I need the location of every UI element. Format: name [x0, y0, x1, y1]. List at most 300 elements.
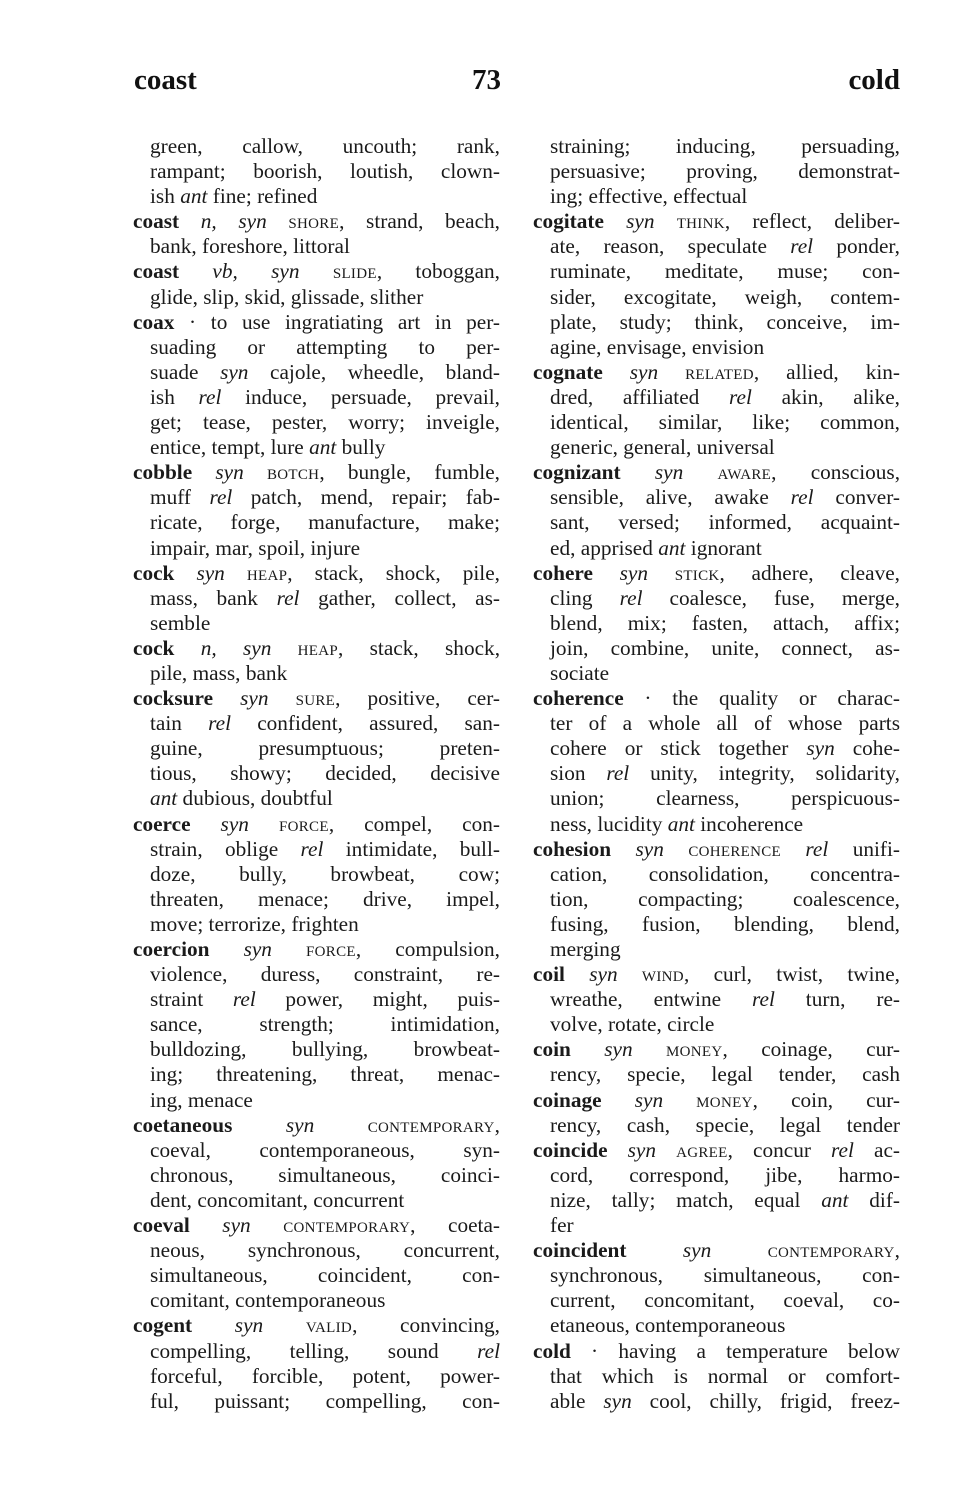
text: , strand, beach, [339, 209, 501, 234]
cross-reference: slide [332, 259, 377, 284]
label-italic: ant [180, 184, 208, 209]
text: ful, puissant; compelling, con- [150, 1388, 500, 1413]
text: , [494, 1112, 500, 1137]
label-italic: syn [220, 811, 249, 836]
headword: coherence [533, 686, 624, 711]
label-italic: rel [198, 384, 222, 409]
label-italic: syn [654, 460, 684, 485]
text: ter of a whole all of whose parts [550, 711, 900, 736]
label-italic: rel [300, 836, 324, 861]
entry-text-line [533, 1313, 900, 1338]
entry-text-line [533, 1389, 900, 1414]
entry-headword-line [133, 460, 500, 485]
entry-text-line [533, 1263, 900, 1288]
text: bank, foreshore, littoral [150, 234, 350, 259]
entry-text-line [133, 962, 500, 987]
entry-text-line [133, 134, 500, 159]
entry-text-line [133, 837, 500, 862]
text: agine, envisage, envision [550, 334, 765, 359]
text: ac- [853, 1137, 901, 1162]
text [655, 209, 677, 233]
headword: coerce [133, 811, 191, 836]
entry-headword-line [133, 310, 500, 335]
text [174, 561, 196, 585]
entry-headword-line [533, 686, 900, 711]
text: muff [150, 485, 210, 510]
label-italic: syn [626, 209, 655, 234]
text [711, 1238, 767, 1262]
label-italic: syn [243, 937, 272, 961]
entry-text-line [133, 1339, 500, 1364]
label-italic: ant [309, 435, 337, 460]
label-italic: rel [619, 585, 643, 610]
headword: coercion [133, 937, 210, 961]
cross-reference: stick [674, 560, 720, 585]
text: comitant, contemporaneous [150, 1288, 386, 1313]
entry-text-line [533, 435, 900, 460]
text: ing; effective, effectual [550, 184, 748, 209]
text [179, 259, 212, 283]
text [271, 636, 297, 660]
text [611, 837, 635, 861]
label-italic: rel [729, 384, 752, 409]
entry-headword-line [533, 837, 900, 862]
text [664, 837, 688, 861]
text: current, concomitant, coeval, co- [550, 1288, 900, 1313]
headword: cogitate [533, 209, 604, 234]
entry-text-line [133, 1263, 500, 1288]
label-italic: syn [604, 1037, 633, 1062]
headword: cock [133, 635, 175, 660]
entry-headword-line [533, 1238, 900, 1263]
entry-text-line [133, 1238, 500, 1263]
entry-text-line [533, 1163, 900, 1188]
headword: cohere [533, 560, 593, 585]
entry-text-line [133, 862, 500, 887]
entry-text-line [133, 912, 500, 937]
text: rency, cash, specie, legal tender [550, 1112, 900, 1137]
label-italic: rel [232, 987, 256, 1012]
text [602, 1088, 635, 1112]
entry-text-line [533, 636, 900, 661]
text [633, 1037, 666, 1061]
cross-reference: valid [305, 1313, 353, 1338]
text: , allied, kin- [753, 359, 901, 384]
text [648, 561, 675, 585]
entry-text-line [133, 761, 500, 786]
entry-text-line [533, 410, 900, 435]
text: tain [150, 711, 209, 736]
text: identical, similar, like; common, [550, 410, 900, 435]
headword: coin [533, 1037, 571, 1062]
cross-reference: shore [288, 209, 340, 234]
entry-text-line [533, 912, 900, 937]
text: get; tease, pester, worry; inveigle, [150, 410, 500, 435]
text: violence, duress, constraint, re- [150, 962, 500, 987]
entry-text-line [133, 1012, 500, 1037]
headword: cold [533, 1338, 571, 1363]
entry-headword-line [533, 962, 900, 987]
cross-reference: agree [676, 1137, 728, 1162]
text: cation, consolidation, concentra- [550, 861, 900, 886]
headword: coast [133, 259, 180, 284]
label-italic: syn [619, 560, 648, 585]
entry-text-line [133, 485, 500, 510]
text: , coinage, cur- [722, 1037, 900, 1062]
label-italic: ant [150, 786, 178, 811]
entry-text-line [533, 536, 900, 561]
text: , curl, twist, twine, [683, 962, 900, 987]
text: ignorant [685, 535, 762, 560]
text: straint [150, 987, 233, 1012]
entry-text-line [533, 862, 900, 887]
entry-headword-line [533, 360, 900, 385]
text: simultaneous, coincident, con- [150, 1263, 500, 1288]
text [781, 837, 805, 861]
cross-reference: force [278, 811, 329, 836]
entry-text-line [133, 586, 500, 611]
text: ruminate, meditate, muse; con- [550, 259, 900, 284]
text: , concur [727, 1137, 832, 1162]
entry-text-line [533, 134, 900, 159]
text: ponder, [813, 234, 900, 259]
text: entice, tempt, lure [150, 435, 310, 460]
text: compelling, telling, sound [150, 1338, 478, 1363]
headword: coast [133, 209, 180, 234]
text [626, 1238, 682, 1262]
entry-text-line [533, 184, 900, 209]
entry-text-line [533, 159, 900, 184]
text: fusing, fusion, blending, blend, [550, 911, 900, 936]
entry-text-line [133, 510, 500, 535]
entry-text-line [133, 1389, 500, 1414]
cross-reference: sure [295, 686, 336, 711]
label-italic: syn [215, 460, 244, 485]
entry-text-line [533, 385, 900, 410]
text: , adhere, cleave, [719, 560, 900, 585]
text: move; terrorize, frighten [150, 911, 359, 936]
label-italic: syn [285, 1112, 315, 1137]
label-italic: ant [658, 535, 686, 560]
label-italic: syn [196, 560, 225, 585]
headword: coincident [533, 1238, 627, 1263]
text: · to use ingratiating art in per- [174, 309, 500, 334]
label-italic: rel [209, 485, 233, 510]
headword: cognizant [533, 460, 621, 485]
headword: cobble [133, 460, 193, 485]
label-italic: rel [752, 987, 775, 1012]
text: ricate, forge, manufacture, make; [150, 510, 500, 535]
text: · the quality or charac- [623, 686, 900, 711]
text: dif- [848, 1187, 900, 1212]
entry-text-line [133, 435, 500, 460]
entry-text-line [533, 711, 900, 736]
label-italic: syn [234, 1313, 264, 1338]
entry-headword-line [133, 812, 500, 837]
label-italic: rel [276, 585, 300, 610]
text: neous, synchronous, concurrent, [150, 1238, 500, 1263]
entry-headword-line [533, 460, 900, 485]
text: sensible, alive, awake [550, 485, 791, 510]
entry-text-line [133, 887, 500, 912]
text: able [550, 1388, 604, 1413]
entry-text-line [533, 485, 900, 510]
text [251, 1213, 284, 1237]
text: glide, slip, skid, glissade, slither [150, 284, 424, 309]
text: straining; inducing, persuading, [550, 134, 900, 158]
entry-text-line [133, 285, 500, 310]
label-italic: ant [667, 811, 695, 836]
text: dred, affiliated [550, 384, 730, 409]
text: wreathe, entwine [550, 987, 752, 1012]
label-italic: n, syn [200, 635, 272, 660]
label-italic: ant [821, 1187, 849, 1212]
headword: coinage [533, 1087, 602, 1112]
entry-text-line [133, 711, 500, 736]
entry-text-line [133, 661, 500, 686]
text: , coin, cur- [752, 1087, 900, 1112]
text: patch, mend, repair; fab- [232, 485, 500, 510]
text [618, 962, 642, 986]
headword: cohesion [533, 836, 612, 861]
entry-text-line [133, 410, 500, 435]
text [192, 460, 215, 484]
text [225, 561, 247, 585]
cross-reference: wind [641, 962, 684, 987]
text: , bungle, fumble, [319, 460, 500, 485]
entry-headword-line [533, 1339, 900, 1364]
text: strain, oblige [150, 836, 301, 861]
cross-reference: money [696, 1087, 753, 1112]
entry-text-line [533, 1364, 900, 1389]
text: generic, general, universal [550, 435, 775, 460]
label-italic: syn [627, 1137, 657, 1162]
entry-text-line [133, 234, 500, 259]
text: forceful, forcible, potent, power- [150, 1363, 500, 1388]
entry-text-line [133, 1163, 500, 1188]
entry-text-line [533, 310, 900, 335]
entry-headword-line [133, 1313, 500, 1338]
text: ing; threatening, threat, menac- [150, 1062, 500, 1087]
text: impair, mar, spoil, injure [150, 535, 361, 560]
entry-text-line [533, 510, 900, 535]
text: suading or attempting to per- [150, 334, 500, 359]
text: , compel, con- [328, 811, 501, 836]
text: volve, rotate, circle [550, 1012, 715, 1037]
text: akin, alike, [751, 384, 900, 409]
entry-text-line [133, 184, 500, 209]
text: cohere or stick together [550, 736, 807, 761]
entry-headword-line [533, 1037, 900, 1062]
text [663, 1088, 696, 1112]
label-italic: syn [222, 1213, 251, 1238]
text [263, 1313, 306, 1337]
entry-text-line [133, 159, 500, 184]
left-column [133, 134, 500, 1414]
text: turn, re- [774, 987, 900, 1012]
text: , [894, 1238, 900, 1263]
text: mass, bank [150, 585, 277, 610]
text: merging [550, 937, 621, 961]
text: ness, lucidity [550, 811, 668, 836]
text: rency, specie, legal tender, cash [550, 1062, 900, 1087]
entry-text-line [133, 611, 500, 636]
headword: cogent [133, 1313, 193, 1338]
text [192, 1313, 235, 1337]
entry-text-line [533, 661, 900, 686]
text: that which is normal or comfort- [550, 1363, 900, 1388]
text: conver- [813, 485, 900, 510]
entry-text-line [533, 586, 900, 611]
label-italic: syn [682, 1238, 712, 1263]
headword: coetaneous [133, 1112, 233, 1137]
entry-text-line [133, 335, 500, 360]
text: intimidate, bull- [323, 836, 500, 861]
text [232, 1113, 285, 1137]
text [603, 360, 630, 384]
guide-word-right: cold [848, 64, 900, 96]
text: green, callow, uncouth; rank, [150, 134, 500, 158]
entry-text-line [133, 1138, 500, 1163]
label-italic: syn [240, 686, 269, 711]
entry-text-line [533, 1288, 900, 1313]
entry-headword-line [533, 561, 900, 586]
text: , convincing, [352, 1313, 501, 1338]
text [179, 209, 201, 233]
label-italic: rel [790, 234, 814, 259]
label-italic: n, syn [200, 209, 267, 234]
text: bulldozing, bullying, browbeat- [150, 1037, 500, 1062]
text: doze, bully, browbeat, cow; [150, 861, 500, 886]
cross-reference: heap [246, 560, 288, 585]
label-italic: syn [589, 962, 618, 987]
text: induce, persuade, prevail, [221, 384, 500, 409]
cross-reference: contemporary [767, 1238, 895, 1263]
entry-text-line [133, 987, 500, 1012]
label-italic: rel [208, 711, 231, 736]
text [267, 209, 289, 233]
text [209, 937, 243, 961]
entry-text-line [533, 887, 900, 912]
text: suade [150, 359, 221, 384]
text [608, 1138, 628, 1162]
text: coalesce, fuse, merge, [642, 585, 900, 610]
text [269, 686, 296, 710]
text [658, 360, 685, 384]
entry-text-line [133, 1288, 500, 1313]
text: sion [550, 761, 607, 786]
text: , reflect, deliber- [724, 209, 900, 234]
entry-text-line [133, 1188, 500, 1213]
label-italic: syn [603, 1388, 632, 1413]
entry-text-line [533, 786, 900, 811]
label-italic: rel [790, 485, 814, 510]
label-italic: syn [629, 359, 659, 384]
text [300, 259, 333, 283]
entry-text-line [133, 1364, 500, 1389]
entry-text-line [533, 285, 900, 310]
text: union; clearness, perspicuous- [550, 786, 900, 811]
text: ed, apprised [550, 535, 659, 560]
text: chronous, simultaneous, coinci- [150, 1162, 500, 1187]
text [621, 460, 655, 484]
entry-headword-line [533, 1088, 900, 1113]
headword: coincide [533, 1137, 608, 1162]
entry-text-line [133, 1088, 500, 1113]
text [249, 812, 279, 836]
entry-text-line [533, 259, 900, 284]
text: incoherence [694, 811, 804, 836]
text: blend, mix; fasten, attach, affix; [550, 610, 900, 635]
entry-text-line [533, 1062, 900, 1087]
label-italic: vb, syn [212, 259, 300, 284]
entry-text-line [133, 385, 500, 410]
entry-headword-line [133, 1113, 500, 1138]
label-italic: syn [220, 359, 249, 384]
cross-reference: coherence [688, 836, 782, 861]
entry-text-line [533, 611, 900, 636]
text [683, 460, 717, 484]
text: sider, excogitate, weigh, contem- [550, 284, 900, 309]
text: unifi- [828, 836, 901, 861]
label-italic: rel [831, 1137, 854, 1162]
text: ish [150, 384, 199, 409]
text: · having a temperature below [570, 1338, 900, 1363]
cross-reference: related [685, 359, 754, 384]
entry-headword-line [133, 636, 500, 661]
entry-text-line [133, 1062, 500, 1087]
page-number: 73 [472, 64, 501, 96]
entry-text-line [133, 536, 500, 561]
text: persuasive; proving, demonstrat- [550, 159, 900, 184]
text: cohe- [834, 736, 900, 761]
entry-text-line [533, 1188, 900, 1213]
text [174, 636, 200, 660]
entry-headword-line [133, 209, 500, 234]
text: bully [336, 435, 386, 460]
text [190, 1213, 223, 1237]
text: gather, collect, as- [299, 585, 501, 610]
text: coeval, contemporaneous, syn- [150, 1137, 500, 1162]
headword: cock [133, 560, 175, 585]
text: etaneous, contemporaneous [550, 1313, 786, 1338]
text: guine, presumptuous; preten- [150, 736, 500, 761]
text: unity, integrity, solidarity, [629, 761, 900, 786]
headword: cocksure [133, 686, 214, 711]
label-italic: rel [805, 836, 829, 861]
label-italic: syn [635, 836, 664, 861]
text: dent, concomitant, concurrent [150, 1187, 405, 1212]
entry-headword-line [133, 561, 500, 586]
label-italic: syn [634, 1087, 664, 1112]
text: power, might, puis- [255, 987, 501, 1012]
text: cord, correspond, jibe, harmo- [550, 1162, 900, 1187]
text: nize, tally; match, equal [550, 1187, 822, 1212]
text: , stack, shock, [338, 635, 501, 660]
entry-text-line [533, 736, 900, 761]
cross-reference: think [676, 209, 725, 234]
entry-text-line [133, 786, 500, 811]
entry-headword-line [133, 259, 500, 284]
cross-reference: aware [717, 460, 772, 485]
text: ate, reason, speculate [550, 234, 791, 259]
headword: coeval [133, 1213, 190, 1238]
text: fer [550, 1213, 574, 1238]
cross-reference: heap [297, 635, 339, 660]
entry-headword-line [133, 937, 500, 962]
label-italic: rel [606, 761, 630, 786]
text [604, 209, 626, 233]
